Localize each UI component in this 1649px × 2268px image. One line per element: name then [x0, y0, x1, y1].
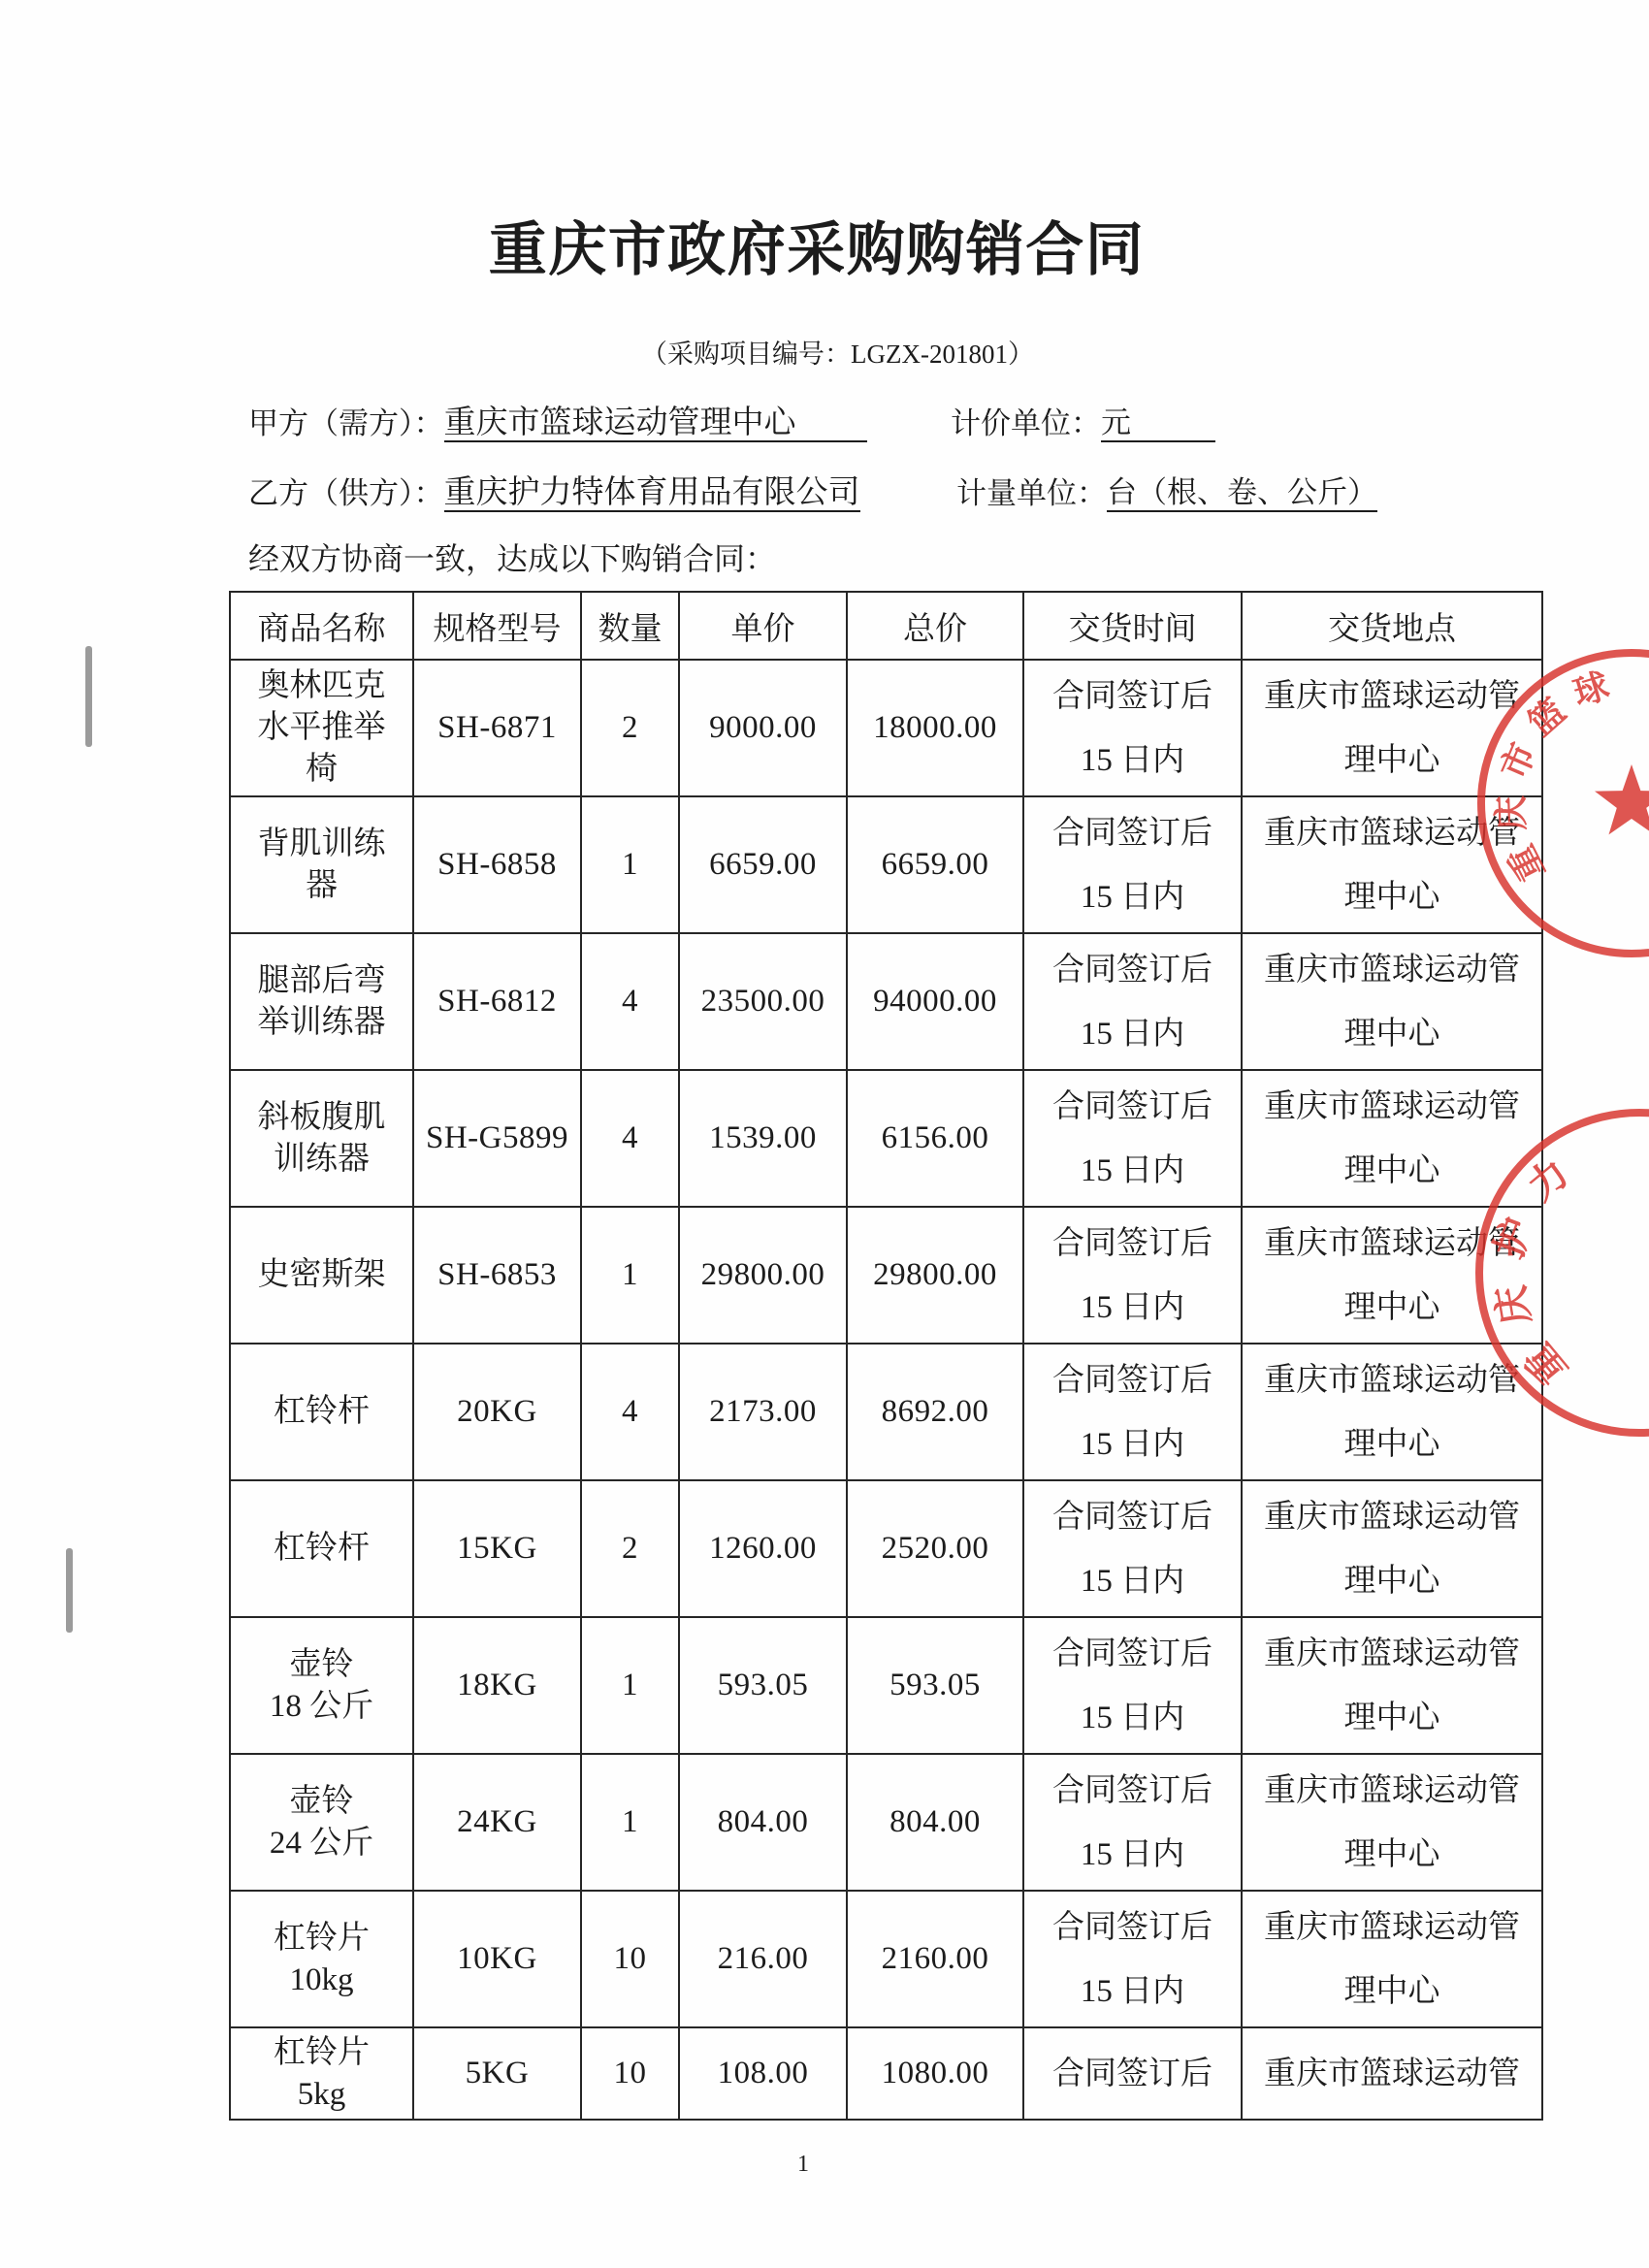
table-row — [230, 1617, 1542, 1754]
unit-price-cell: 6659.00 — [679, 796, 847, 933]
delivery-place-cell — [1242, 796, 1542, 933]
product-name-line: 举训练器 — [257, 1004, 386, 1040]
delivery-place-line: 重庆市篮球运动管 — [1264, 1362, 1520, 1398]
delivery-time-cell — [1023, 1207, 1242, 1344]
table-row — [230, 1754, 1542, 1891]
product-name-line: 训练器 — [274, 1141, 370, 1177]
delivery-time-cell — [1023, 1344, 1242, 1480]
delivery-time-line: 15 日内 — [1080, 879, 1185, 915]
delivery-place-line: 理中心 — [1343, 1973, 1440, 2009]
party-b-value: 重庆护力特体育用品有限公司 — [443, 475, 860, 510]
delivery-place-line: 重庆市篮球运动管 — [1264, 1225, 1520, 1261]
product-name-line: 斜板腹肌 — [257, 1099, 386, 1135]
delivery-time-line: 合同签订后 — [1052, 2056, 1212, 2091]
table-row — [230, 1207, 1542, 1344]
spec-cell: 24KG — [413, 1754, 581, 1891]
spec-cell: 20KG — [413, 1344, 581, 1480]
seal-star-icon — [1595, 764, 1649, 834]
delivery-time-cell — [1023, 933, 1242, 1070]
header-quantity: 数量 — [581, 592, 679, 660]
product-name-line: 杠铃杆 — [274, 1531, 370, 1566]
delivery-place-line: 重庆市篮球运动管 — [1264, 2056, 1520, 2091]
quantity-cell: 2 — [581, 660, 679, 796]
quantity-cell: 4 — [581, 1344, 679, 1480]
spec-cell: 18KG — [413, 1617, 581, 1754]
delivery-place-line: 重庆市篮球运动管 — [1264, 1772, 1520, 1808]
delivery-place-cell — [1242, 1754, 1542, 1891]
header-delivery-time: 交货时间 — [1023, 592, 1242, 660]
quantity-cell: 10 — [581, 2027, 679, 2120]
delivery-place-line: 理中心 — [1343, 1563, 1440, 1599]
product-name-line: 腿部后弯 — [257, 962, 386, 998]
product-name-line: 杠铃片 — [274, 1920, 370, 1956]
header-product-name: 商品名称 — [230, 592, 413, 660]
delivery-place-line: 理中心 — [1343, 1426, 1440, 1462]
product-name-cell — [230, 1207, 413, 1344]
total-price-cell: 6659.00 — [847, 796, 1023, 933]
product-name-line: 水平推举 — [257, 710, 386, 745]
party-a-line — [248, 405, 867, 442]
goods-table — [229, 591, 1543, 2121]
delivery-time-cell — [1023, 1617, 1242, 1754]
product-name-line: 史密斯架 — [257, 1257, 386, 1292]
table-row — [230, 796, 1542, 933]
product-name-line: 奥林匹克 — [257, 668, 386, 703]
party-a-label: 甲方（需方）： — [248, 406, 444, 440]
header-unit-price: 单价 — [679, 592, 847, 660]
product-name-line: 24 公斤 — [269, 1825, 374, 1861]
delivery-time-cell — [1023, 660, 1242, 796]
delivery-time-cell — [1023, 1070, 1242, 1207]
total-price-cell: 1080.00 — [847, 2027, 1023, 2120]
total-price-cell: 6156.00 — [847, 1070, 1023, 1207]
total-price-cell: 2520.00 — [847, 1480, 1023, 1617]
delivery-time-line: 合同签订后 — [1052, 1909, 1212, 1945]
delivery-time-line: 15 日内 — [1080, 1016, 1185, 1052]
delivery-time-line: 合同签订后 — [1052, 1636, 1212, 1671]
quantity-cell: 1 — [581, 1207, 679, 1344]
product-name-cell — [230, 1070, 413, 1207]
spec-cell: 5KG — [413, 2027, 581, 2120]
quantity-cell: 10 — [581, 1891, 679, 2027]
total-price-cell: 94000.00 — [847, 933, 1023, 1070]
spec-cell: SH-G5899 — [413, 1070, 581, 1207]
delivery-place-cell — [1242, 1891, 1542, 2027]
delivery-time-line: 合同签订后 — [1052, 952, 1212, 988]
delivery-place-cell — [1242, 933, 1542, 1070]
delivery-place-line: 重庆市篮球运动管 — [1264, 1499, 1520, 1535]
measure-unit-label: 计量单位： — [956, 476, 1107, 510]
delivery-time-line: 合同签订后 — [1052, 678, 1212, 714]
product-name-cell — [230, 1617, 413, 1754]
unit-price-cell: 108.00 — [679, 2027, 847, 2120]
unit-price-cell: 804.00 — [679, 1754, 847, 1891]
delivery-time-line: 合同签订后 — [1052, 1499, 1212, 1535]
product-name-cell — [230, 1891, 413, 2027]
spec-cell: SH-6853 — [413, 1207, 581, 1344]
header-spec: 规格型号 — [413, 592, 581, 660]
party-a-value: 重庆市篮球运动管理中心 — [444, 405, 867, 442]
product-name-cell — [230, 1754, 413, 1891]
quantity-cell: 4 — [581, 1070, 679, 1207]
party-b-line — [248, 475, 860, 512]
delivery-place-cell — [1242, 1207, 1542, 1344]
spec-cell: SH-6858 — [413, 796, 581, 933]
delivery-place-line: 理中心 — [1343, 1152, 1440, 1188]
product-name-cell — [230, 2027, 413, 2120]
spec-cell: SH-6812 — [413, 933, 581, 1070]
unit-price-cell: 1260.00 — [679, 1480, 847, 1617]
product-name-line: 壶铃 — [289, 1646, 354, 1682]
staple-mark — [66, 1548, 73, 1633]
quantity-cell: 1 — [581, 1617, 679, 1754]
seal-text-path: 重庆护力 — [1484, 1136, 1595, 1393]
project-number: （采购项目编号：LGZX-201801） — [641, 340, 1034, 369]
table-row — [230, 2027, 1542, 2120]
product-name-line: 椅 — [306, 752, 338, 787]
delivery-place-line: 重庆市篮球运动管 — [1264, 1636, 1520, 1671]
delivery-time-line: 15 日内 — [1080, 1836, 1185, 1872]
intro-text: 经双方协商一致，达成以下购销合同： — [248, 541, 777, 576]
delivery-place-line: 理中心 — [1343, 879, 1440, 915]
delivery-time-cell — [1023, 796, 1242, 933]
delivery-time-line: 合同签订后 — [1052, 815, 1212, 851]
delivery-place-line: 理中心 — [1343, 1836, 1440, 1872]
delivery-place-line: 重庆市篮球运动管 — [1264, 678, 1520, 714]
delivery-time-line: 合同签订后 — [1052, 1362, 1212, 1398]
spec-cell: 10KG — [413, 1891, 581, 2027]
unit-price-cell: 2173.00 — [679, 1344, 847, 1480]
delivery-time-line: 15 日内 — [1080, 1426, 1185, 1462]
spec-cell: 15KG — [413, 1480, 581, 1617]
staple-mark — [85, 646, 92, 747]
party-b-label: 乙方（供方）： — [248, 476, 444, 510]
product-name-line: 器 — [306, 867, 338, 903]
total-price-cell: 8692.00 — [847, 1344, 1023, 1480]
product-name-line: 5kg — [297, 2076, 346, 2112]
delivery-place-line: 理中心 — [1343, 1016, 1440, 1052]
delivery-time-line: 合同签订后 — [1052, 1088, 1212, 1124]
total-price-cell: 2160.00 — [847, 1891, 1023, 2027]
product-name-line: 18 公斤 — [269, 1688, 374, 1724]
total-price-cell: 804.00 — [847, 1754, 1023, 1891]
delivery-time-line: 15 日内 — [1080, 1289, 1185, 1325]
delivery-time-cell — [1023, 1480, 1242, 1617]
delivery-place-line: 重庆市篮球运动管 — [1264, 1909, 1520, 1945]
delivery-place-line: 理中心 — [1343, 1289, 1440, 1325]
quantity-cell: 1 — [581, 796, 679, 933]
delivery-time-cell — [1023, 2027, 1242, 2120]
product-name-cell — [230, 660, 413, 796]
table-header-row — [230, 592, 1542, 660]
delivery-place-line: 重庆市篮球运动管 — [1264, 1088, 1520, 1124]
unit-price-cell: 1539.00 — [679, 1070, 847, 1207]
delivery-place-line: 理中心 — [1343, 1700, 1440, 1735]
goods-table-body — [230, 660, 1542, 2120]
total-price-cell: 18000.00 — [847, 660, 1023, 796]
table-row — [230, 660, 1542, 796]
measure-unit-value: 台（根、卷、公斤） — [1107, 475, 1377, 512]
product-name-line: 10kg — [289, 1961, 354, 1997]
quantity-cell: 2 — [581, 1480, 679, 1617]
quantity-cell: 4 — [581, 933, 679, 1070]
quantity-cell: 1 — [581, 1754, 679, 1891]
product-name-cell — [230, 933, 413, 1070]
seal-text-path: 重庆市篮球 — [1491, 662, 1627, 888]
product-name-cell — [230, 1480, 413, 1617]
document-title: 重庆市政府采购购销合同 — [488, 216, 1146, 284]
product-name-line: 杠铃片 — [274, 2034, 370, 2070]
total-price-cell: 593.05 — [847, 1617, 1023, 1754]
unit-price-cell: 9000.00 — [679, 660, 847, 796]
unit-price-cell: 23500.00 — [679, 933, 847, 1070]
unit-price-cell: 29800.00 — [679, 1207, 847, 1344]
page-number: 1 — [797, 2152, 809, 2177]
product-name-cell — [230, 796, 413, 933]
delivery-time-cell — [1023, 1891, 1242, 2027]
unit-price-cell: 216.00 — [679, 1891, 847, 2027]
table-row — [230, 1344, 1542, 1480]
goods-table-head — [230, 592, 1542, 660]
measure-unit-line — [956, 475, 1377, 512]
product-name-cell — [230, 1344, 413, 1480]
delivery-time-line: 15 日内 — [1080, 742, 1185, 778]
product-name-line: 杠铃杆 — [274, 1394, 370, 1429]
unit-price-cell: 593.05 — [679, 1617, 847, 1754]
table-row — [230, 1070, 1542, 1207]
delivery-time-line: 15 日内 — [1080, 1563, 1185, 1599]
total-price-cell: 29800.00 — [847, 1207, 1023, 1344]
delivery-place-line: 重庆市篮球运动管 — [1264, 952, 1520, 988]
pricing-unit-label: 计价单位： — [951, 406, 1101, 440]
delivery-place-cell — [1242, 2027, 1542, 2120]
delivery-place-line: 重庆市篮球运动管 — [1264, 815, 1520, 851]
header-delivery-place: 交货地点 — [1242, 592, 1542, 660]
pricing-unit-line — [951, 405, 1215, 442]
delivery-time-line: 15 日内 — [1080, 1152, 1185, 1188]
delivery-place-cell — [1242, 1480, 1542, 1617]
delivery-time-line: 15 日内 — [1080, 1973, 1185, 2009]
header-total-price: 总价 — [847, 592, 1023, 660]
delivery-place-cell — [1242, 1070, 1542, 1207]
delivery-time-line: 15 日内 — [1080, 1700, 1185, 1735]
spec-cell: SH-6871 — [413, 660, 581, 796]
delivery-place-cell — [1242, 1344, 1542, 1480]
delivery-time-line: 合同签订后 — [1052, 1225, 1212, 1261]
delivery-place-cell — [1242, 1617, 1542, 1754]
table-row — [230, 1891, 1542, 2027]
product-name-line: 壶铃 — [289, 1783, 354, 1819]
pricing-unit-value: 元 — [1101, 405, 1215, 442]
delivery-time-cell — [1023, 1754, 1242, 1891]
product-name-line: 背肌训练 — [257, 826, 386, 861]
table-row — [230, 1480, 1542, 1617]
table-row — [230, 933, 1542, 1070]
delivery-place-line: 理中心 — [1343, 742, 1440, 778]
delivery-place-cell — [1242, 660, 1542, 796]
delivery-time-line: 合同签订后 — [1052, 1772, 1212, 1808]
